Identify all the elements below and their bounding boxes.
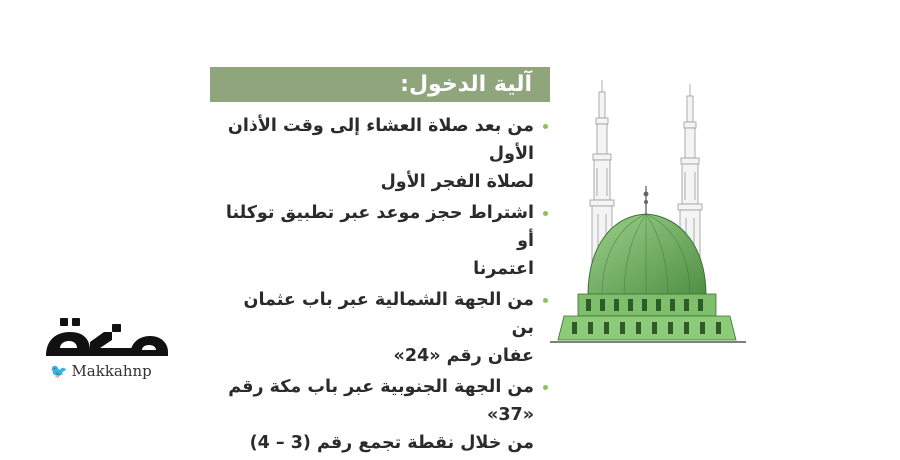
list-item	[218, 286, 548, 370]
section-header	[210, 67, 550, 102]
list-item	[218, 199, 548, 283]
section-title: آلية الدخول:	[400, 72, 532, 97]
item-line: من الجهة الجنوبية عبر باب مكة رقم «37»	[228, 377, 534, 425]
item-line: من الجهة الشمالية عبر باب عثمان بن	[243, 290, 534, 338]
twitter-handle	[50, 362, 152, 380]
bullet-icon	[543, 298, 548, 303]
item-line: من بعد صلاة العشاء إلى وقت الأذان الأول	[227, 116, 534, 164]
bullet-icon	[543, 211, 548, 216]
makkah-wordmark-icon	[42, 310, 172, 362]
list-item	[218, 112, 548, 196]
entry-rules-list	[218, 112, 548, 460]
makkah-logo	[42, 310, 172, 390]
twitter-bird-icon: 🐦	[50, 364, 68, 380]
item-line: لصلاة الفجر الأول	[380, 172, 534, 192]
handle-text: Makkahnp	[71, 362, 152, 380]
item-line: اعتمرنا	[473, 259, 534, 279]
bullet-icon	[543, 124, 548, 129]
item-line: اشتراط حجز موعد عبر تطبيق توكلنا أو	[225, 203, 534, 251]
green-dome-illustration	[550, 78, 750, 363]
bullet-icon	[543, 385, 548, 390]
list-item	[218, 373, 548, 457]
item-line: من خلال نقطة تجمع رقم (3 – 4)	[249, 433, 534, 453]
item-line: عفان رقم «24»	[393, 346, 534, 366]
